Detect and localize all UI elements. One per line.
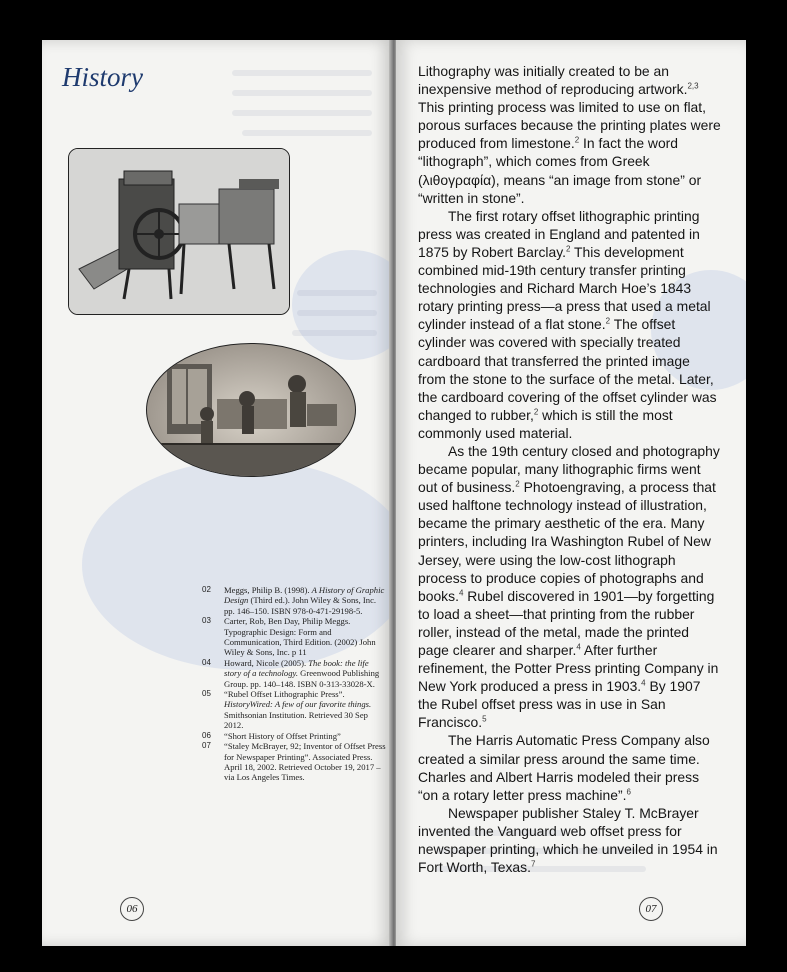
citation-marker: 4	[458, 588, 464, 598]
bleed-through-line	[232, 90, 372, 96]
footnote-item	[202, 616, 387, 658]
citation-marker: 2	[566, 244, 571, 254]
citation-marker: 2	[515, 479, 520, 489]
footnote-item	[202, 731, 387, 741]
bleed-through-line	[292, 330, 377, 336]
footnote-text: Meggs, Philip B. (1998). A History of Graphic Design (Third ed.). John Wiley & Sons, Inc. pp. 146–150. ISBN 978-0-471-29198-5.	[224, 585, 385, 616]
footnote-text: “Short History of Offset Printing”	[224, 730, 341, 741]
citation-marker: 6	[626, 787, 631, 797]
footnote-number: 02	[202, 585, 211, 594]
citation-marker: 4	[576, 642, 581, 652]
footnote-item	[202, 689, 387, 731]
offset-press-photo	[68, 148, 290, 315]
page-number: 07	[639, 897, 663, 921]
article-body	[418, 62, 721, 876]
footnote-number: 06	[202, 730, 211, 740]
citation-marker: 4	[641, 678, 646, 688]
footnote-text: “Rubel Offset Lithographic Press”. HistoryWired: A few of our favorite things. Smithsonian Institution. Retrieved 30 Sep 2012.	[224, 689, 372, 731]
footnote-item	[202, 585, 387, 616]
body-paragraph: The Harris Automatic Press Company also created a similar press around the same time. Charles and Albert Harris modeled their press “on a rotary letter press machine”.$^6$	[418, 732, 710, 803]
page-title: History	[62, 62, 143, 92]
footnote-item	[202, 741, 387, 783]
citation-marker: 2,3	[687, 81, 699, 91]
footnote-text: Howard, Nicole (2005). The book: the life story of a technology. Greenwood Publishing Group. pp. 140–148. ISBN 0-313-33028-X.	[224, 657, 380, 689]
footnotes-list	[202, 585, 387, 783]
footnote-number: 04	[202, 657, 211, 667]
bleed-through-line	[232, 70, 372, 76]
body-paragraph: Lithography was initially created to be an inexpensive method of reproducing artwork.$^{2,3}$ This printing process was limited to use on flat, porous surfaces because the printing plates were produced from limestone.$^2$ In fact the word “lithograph”, which comes from Greek (λιθογραφία), means “an image from stone” or “written in stone”.	[418, 63, 721, 206]
bleed-through-line	[232, 110, 372, 116]
page-number: 06	[120, 897, 144, 921]
right-page	[396, 40, 746, 946]
citation-marker: 2	[605, 316, 611, 326]
footnote-number: 07	[202, 741, 211, 751]
workshop-illustration	[147, 344, 355, 476]
body-paragraph: The first rotary offset lithographic printing press was created in England and patented in 1875 by Robert Barclay.$^2$ This development combined mid-19th century transfer printing technologies and Richard March Hoe’s 1843 rotary printing press—a press that used a metal cylinder instead of a flat stone.$^2$ The offset cylinder was covered with specially treated cardboard that transferred the printed image from the stone to the surface of the metal. Later, the cardboard covering of the offset cylinder was changed to rubber,$^2$ which is still the most commonly used material.	[418, 207, 717, 441]
body-paragraph: As the 19th century closed and photography became popular, many lithographic firms went out of business.$^2$ Photoengraving, a process that used halftone technology instead of illustration, became the primary aesthetic of the era. Many printers, including Ira Washington Rubel of New Jersey, were using the low-cost lithograph process to produce copies of photographs and books.$^4$ Rubel discovered in 1901—by forgetting to load a sheet—that printing from the rubber roller, instead of the metal, made the printed page clearer and sharper.$^4$ After further refinement, the Potter Press printing Company in New York produced a press in 1903.$^4$ By 1907 the Rubel offset press was in use in San Francisco.$^5$	[418, 442, 720, 731]
left-page	[42, 40, 392, 946]
bleed-through-line	[297, 290, 377, 296]
citation-marker: 7	[530, 859, 536, 869]
lithography-workshop-engraving	[146, 343, 356, 477]
bleed-through-line	[297, 310, 377, 316]
footnote-text: Carter, Rob, Ben Day, Philip Meggs. Typographic Design: Form and Communication, Third Edition. (2002) John Wiley & Sons, Inc. p 11	[224, 616, 376, 658]
footnote-number: 05	[202, 689, 211, 699]
bleed-through-shape	[292, 250, 392, 360]
footnote-item	[202, 658, 387, 689]
body-paragraph: Newspaper publisher Staley T. McBrayer invented the Vanguard web offset press for newspaper printing, which he unveiled in 1954 in Fort Worth, Texas.$^7$	[418, 804, 718, 876]
printing-press-illustration	[69, 149, 289, 314]
citation-marker: 5	[482, 714, 487, 724]
citation-marker: 2	[574, 135, 580, 145]
footnote-text: “Staley McBrayer, 92; Inventor of Offset Press for Newspaper Printing”. Associated Press. April 18, 2002. Retrieved October 19, 2017 – via Los Angeles Times.	[224, 741, 386, 783]
footnote-number: 03	[202, 616, 211, 626]
bleed-through-line	[242, 130, 372, 136]
citation-marker: 2	[533, 407, 539, 417]
